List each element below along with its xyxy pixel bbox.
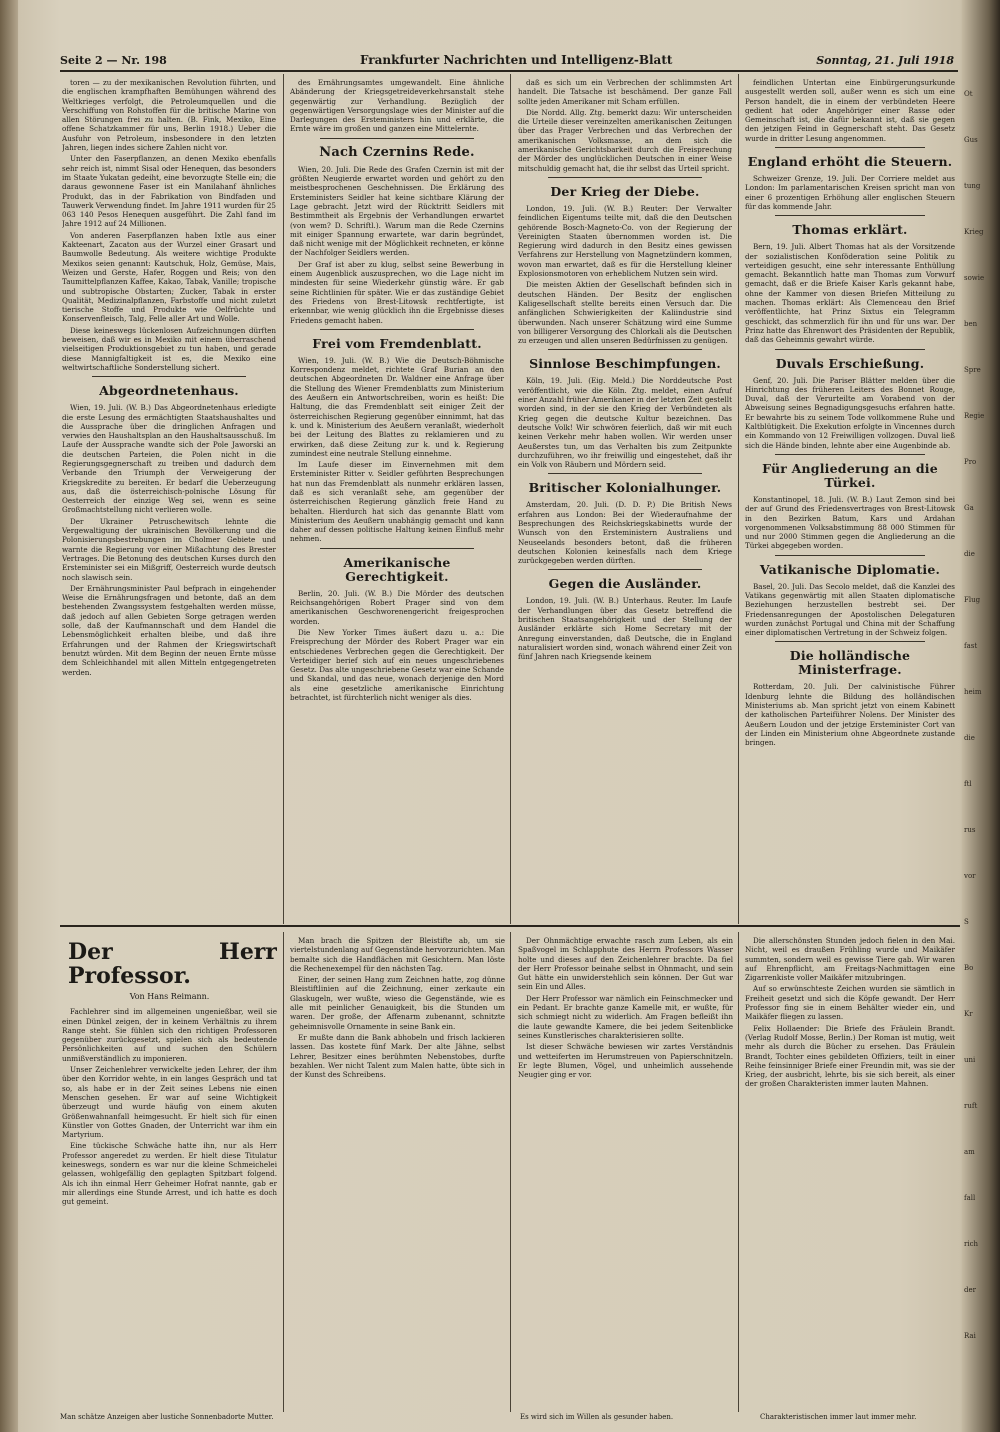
feuilleton-column-4	[745, 936, 955, 1416]
headline-sinnlose-beschimpfungen: Sinnlose Beschimpfungen.	[529, 356, 721, 372]
column-1	[62, 78, 276, 916]
article-text: feindlichen Untertan eine Einbürgerungsurkunde ausgestellt werden soll, außer wenn es sich um eine Person handelt, die in einem der verbündeten Heere gedient hat oder Angehöriger einer Rasse oder Gemeinschaft ist, die dafür bekannt ist, daß sie gegen den jetzigen Feind in Gegnerschaft steht. Das Gesetz wurde in dritter Lesung angenommen.	[745, 78, 955, 143]
footer-right: Charakteristischen immer laut immer mehr.	[760, 1413, 917, 1421]
edge-fragment: fast	[964, 642, 978, 650]
article-text: Eine tückische Schwäche hatte ihn, nur als Herr Professor angeredet zu werden. Er hielt diese Titulatur keineswegs, sondern es war nur die kleine Schmeichelei gelassen, wohlgefällig den geplagten Spitzbart folgend. Als ich ihn einmal Herr Geheimer Hofrat nannte, gab er mir allerdings eine Stunde Arrest, und ich hatte es doch gut gemeint.	[62, 1141, 277, 1207]
divider	[548, 349, 702, 350]
divider	[320, 138, 474, 139]
feuilleton-column-1	[62, 936, 277, 1416]
column-3	[518, 78, 732, 916]
edge-fragment: ruft	[964, 1102, 978, 1110]
article-text: Der Ohnmächtige erwachte rasch zum Leben, als ein Spaßvogel im Schlapphute des Herrn Professors Wasser holte und dieses auf den Zeichenlehrer brachte. Da fiel der Herr Professor beinahe selbst in Ohnmacht, und sein Gut hätte ein unwiderstehlich sein können. Der Gut war sein Ein und Alles.	[518, 936, 733, 992]
article-text: Diese keineswegs lückenlosen Aufzeichnungen dürften beweisen, daß wir es in Mexiko mit einem überraschend vielseitigen Produktionsgebiet zu tun haben, und gerade diese Mannigfaltigkeit ist es, die Mexiko eine weltwirtschaftliche Sonderstellung sichert.	[62, 325, 276, 372]
divider	[92, 376, 246, 377]
edge-fragment: ben	[964, 320, 978, 328]
edge-fragment: heim	[964, 688, 982, 696]
edge-fragment: die	[964, 550, 975, 558]
divider	[775, 641, 925, 642]
headline-angliederung-tuerkei: Für Angliederung an die Türkei.	[762, 460, 938, 490]
divider	[775, 454, 925, 455]
header-masthead: Frankfurter Nachrichten und Intelligenz-Blatt	[360, 53, 673, 67]
article-text: Unter den Faserpflanzen, an denen Mexiko ebenfalls sehr reich ist, nimmt Sisal oder Henequen, das besonders im Staate Yukatan gedeiht, eine bevorzugte Stelle ein; die daraus gewonnene Faser ist ein Manilahanf ähnliches Produkt, das in der Fabrikation von Bindfaden und Tauwerk Verwendung findet. Im Jahre 1911 wurden für 25 063 140 Pesos Henequen ausgeführt. Die Zahl fand im Jahre 1912 auf 24 Millionen.	[62, 154, 276, 229]
column-divider	[283, 932, 284, 1412]
edge-fragment: Bo	[964, 964, 974, 972]
edge-fragment: Spre	[964, 366, 981, 374]
divider	[548, 569, 702, 570]
article-text: London, 19. Juli. (W. B.) Reuter: Der Verwalter feindlichen Eigentums teilte mit, daß die den Deutschen gehörende Bosch-Magneto-Co. von der Regierung der Vereinigten Staaten übernommen worden ist. Die Regierung wird dadurch in den Besitz eines gewissen Verfahrens zur Herstellung von Magnetzündern kommen, wovon man erwartet, daß es für die Herstellung kleiner Explosionsmotoren von erheblichem Nutzen sein wird.	[518, 203, 732, 279]
edge-fragment: tung	[964, 182, 981, 190]
article-text: Die allerschönsten Stunden jedoch fielen in den Mai. Nicht, weil es draußen Frühling wurde und Maikäfer summten, sondern weil es gewisse Tiere gab. Wir waren auf Ehrenpflicht, am Freitags-Nachmittagen eine Zigarrenkiste voller Maikäfer mitzubringen.	[745, 936, 955, 983]
divider	[548, 473, 702, 474]
divider	[775, 147, 925, 148]
article-text: Einer, der seinen Hang zum Zeichnen hatte, zog dünne Bleistiftlinien auf die Zeichnung, einer zerkaute ein Glaskugeln, wer wußte, wieso die Gegenstände, wie es alle mit peinlicher Genauigkeit, bis die Stunden um waren. Der große, der Affenarm zubenannt, schnitzte geheimnisvolle Ornamente in seine Bank ein.	[290, 975, 505, 1031]
article-text: des Ernährungsamtes umgewandelt. Eine ähnliche Abänderung der Kriegsgetreideverkehrsanstalt stehe gegenwärtig zur Verhandlung. Bezüglich der gegenwärtigen Versorgungslage wies der Minister auf die Darlegungen des Ersteministers hin und erklärte, die Ernte wäre im großen und ganzen eine Mittelernte.	[290, 78, 504, 134]
headline-czernins-rede: Nach Czernins Rede.	[319, 144, 475, 160]
headline-gegen-die-auslaender: Gegen die Ausländer.	[548, 576, 702, 592]
article-text: London, 19. Juli. (W. B.) Unterhaus. Reuter. Im Laufe der Verhandlungen über das Gesetz betreffend die britischen Staatsangehörigkeit und der Stellung der Ausländer erklärte sich Home Secretary mit der Anregung einverstanden, daß Deutsche, die in England naturalisiert worden sind, wonach während einer Zeit von fünf Jahren nach Kriegsende keinem	[518, 596, 732, 662]
article-text: Der Graf ist aber zu klug, selbst seine Bewerbung in einem Augenblick auszusprechen, wo die Lage nicht im mindesten für seine Wiederkehr günstig wäre. Er gab seine Richtlinien für später. Wie er das zuständige Gebiet des Friedens von Brest-Litowsk rechtfertigte, ist erkennbar, wie wenig glücklich ihn die Ergebnisse dieses Friedens gemacht haben.	[290, 259, 504, 325]
column-2	[290, 78, 504, 916]
article-text: Genf, 20. Juli. Die Pariser Blätter melden über die Hinrichtung des früheren Leiters des Bonnet Rouge, Duval, daß der Verurteilte am Vorabend von der Abweisung seines Begnadigungsgesuchs erfahren hatte. Er bewahrte bis zu seinem Tode vollkommene Ruhe und Kaltblütigkeit. Die Exekution erfolgte in Vincennes durch ein Kommando von 12 Freiwilligen vollzogen. Duval ließ sich die Hände binden, lehnte aber eine Augenbinde ab.	[745, 375, 955, 450]
edge-fragment: der	[964, 1286, 976, 1294]
headline-krieg-der-diebe: Der Krieg der Diebe.	[550, 183, 700, 199]
headline-kolonialhunger: Britischer Kolonialhunger.	[528, 480, 722, 496]
footer-center: Es wird sich im Willen als gesunder haben.	[520, 1413, 674, 1421]
column-divider	[738, 74, 739, 924]
edge-fragment: Flug	[964, 596, 981, 604]
article-text: Man brach die Spitzen der Bleistifte ab, um sie viertelstundenlang auf Gegenstände hervorzurichten. Man bemalte sich die Handflächen mit Gesichtern. Man löste die Rechenexempel für den nächsten Tag.	[290, 936, 505, 973]
article-text: Der Herr Professor war nämlich ein Feinschmecker und ein Pedant. Er brachte ganze Kamelle mit, er wußte, für sich schmiegt nicht zu widerlich. Am Fragen befleißt ihn die laute gewandte Kamere, die bei jedem Seitenblicke seines Kunstlerisches charakterisieren sollte.	[518, 993, 733, 1040]
article-text: Amsterdam, 20. Juli. (D. D. P.) Die British News erfahren aus London: Bei der Wiederaufnahme der Besprechungen des Reichskriegskabinetts wurde der Wunsch von den Ersteministern Australiens und Neuseelands besonders betont, daß die früheren deutschen Kolonien keinesfalls nach dem Kriege zurückgegeben werden dürften.	[518, 500, 732, 566]
article-text: Die meisten Aktien der Gesellschaft befinden sich in deutschen Händen. Der Besitz der englischen Kaligesellschaft stellte bereits einen Versuch dar. Die anfänglichen Schwierigkeiten der Kaliindustrie sind überwunden. Nach unserer Schätzung wird eine Summe von billigerer Versorgung des Chlorkali als die Deutschen zu erzeugen und allen unseren Bedürfnissen zu genügen.	[518, 280, 732, 346]
edge-fragment: Gus	[964, 136, 978, 144]
feuilleton-rule	[60, 925, 960, 927]
article-text: Von anderen Faserpflanzen haben Ixtle aus einer Kakteenart, Zacaton aus der Wurzel einer Grasart und Baumwolle Bedeutung. Als weitere wichtige Produkte Mexikos seien genannt: Kautschuk, Holz, Gemüse, Mais, Weizen und Gerste, Hafer, Roggen und Reis; von den Taumittelpflanzen Kaffee, Kakao, Tabak, Vanille; tropische und subtropische Obstarten; Zucker, Tabak in erster Qualität, Medizinalpflanzen, Farbstoffe und nicht zuletzt tierische Stoffe und Produkte wie Oelfrüchte und Konservenfleisch, Talg, Felle aller Art und Wolle.	[62, 230, 276, 324]
divider	[320, 329, 474, 330]
feuilleton-author: Von Hans Reimann.	[129, 992, 210, 1001]
article-text: daß es sich um ein Verbrechen der schlimmsten Art handelt. Die Tatsache ist beschämend. Der ganze Fall sollte jeden Amerikaner mit Scham erfüllen.	[518, 78, 732, 106]
headline-thomas-erklaert: Thomas erklärt.	[792, 222, 908, 238]
column-divider	[510, 74, 511, 924]
next-page-edge	[962, 0, 1000, 1432]
edge-fragment: Pro	[964, 458, 977, 466]
edge-fragment: Ga	[964, 504, 974, 512]
footer-left: Man schätze Anzeigen aber lustiche Sonnenbadorte Mutter.	[60, 1413, 274, 1421]
article-text: Köln, 19. Juli. (Eig. Meld.) Die Norddeutsche Post veröffentlicht, wie die Köln. Ztg. meldet, einen Aufruf einer Anzahl früher Amerikaner in der letzten Zeit gestellt worden sind, in der sie den Krieg der Verbündeten als Krieg gegen die deutsche Kultur bezeichnen. Das deutsche Volk! Wir schwören feierlich, daß wir mit euch keinen Verkehr mehr haben wollen. Wir werden unser Aeußerstes tun, um das Verhalten bis zum Zeitpunkte durchzuführen, wo ihr freiwillig und eingestehet, daß ihr ein Volk von Räubern und Mördern seid.	[518, 376, 732, 470]
page-footer	[60, 1413, 960, 1423]
article-text: Schweizer Grenze, 19. Juli. Der Corriere meldet aus London: Im parlamentarischen Kreisen spricht man von einer 6 prozentigen Erhöhung aller englischen Steuern für das kommende Jahr.	[745, 174, 955, 211]
edge-fragment: Ot	[964, 90, 973, 98]
headline-duvals-erschiessung: Duvals Erschießung.	[775, 355, 925, 371]
divider	[320, 548, 474, 549]
article-text: Konstantinopel, 18. Juli. (W. B.) Laut Zemon sind bei der auf Grund des Friedensvertrages von Brest-Litowsk in den Bezirken Batum, Kars und Ardahan vorgenommenen Volksabstimmung 88 000 Stimmen für und nur 2000 Stimmen gegen die Angliederung an die Türkei abgegeben worden.	[745, 494, 955, 551]
column-divider	[510, 932, 511, 1412]
article-text: Die New Yorker Times äußert dazu u. a.: Die Freisprechung der Mörder des Robert Prager war ein entschiedenes Verbrechen gegen die Gerechtigkeit. Der Verteidiger berief sich auf ein neues ungeschriebenes Gesetz. Das alte ungeschriebene Gesetz war eine Schande und Skandal, und das neue, wonach derjenige den Mord als eine gesetzliche amerikanische Einrichtung betrachtet, ist fürchterlich nicht weniger als dies.	[290, 627, 504, 703]
headline-abgeordnetenhaus: Abgeordnetenhaus.	[99, 383, 239, 399]
edge-fragment: die	[964, 734, 975, 742]
article-text: Rotterdam, 20. Juli. Der calvinistische Führer Idenburg lehnte die Bildung des holländischen Ministeriums ab. Man spricht jetzt von einem Kabinett der katholischen Parteiführer Nolens. Der Minister des Aeußern Loudon und der jetzige Ersteminister Cort van der Linden ein Ministerium ohne Abgeordnete zustande bringen.	[745, 682, 955, 748]
headline-england-steuern: England erhöht die Steuern.	[747, 154, 953, 170]
divider	[775, 215, 925, 216]
feuilleton-column-3	[518, 936, 733, 1416]
article-text: Wien, 20. Juli. Die Rede des Grafen Czernin ist mit der größten Neugierde erwartet worden und gehört zu den meistbesprochenen Geschehnissen. Die Erklärung des Ersteministers Seidler hat keine sichtbare Klärung der Lage gebracht. Jetzt wird der Rücktritt Seidlers mit Bestimmtheit als Ergebnis der Verhandlungen erwartet (von wem? D. Schriftl.). Warum man die Rede Czernins mit einiger Spannung erwartete, war darin begründet, daß nicht wenige mit der Möglichkeit rechneten, er könne der Nachfolger Seidlers werden.	[290, 164, 504, 258]
edge-fragment: sowie	[964, 274, 985, 282]
divider	[548, 177, 702, 178]
feuilleton-column-2	[290, 936, 505, 1416]
column-divider	[738, 932, 739, 1412]
article-text: Unser Zeichenlehrer verwickelte jeden Lehrer, der ihm über den Korridor wehte, in ein langes Gespräch und tat so, als habe er in der Zeit seines Lebens nie einen Menschen gesehen. Er war auf seine Wichtigkeit überzeugt und wurde häufig von einem akuten Größenwahnanfall heimgesucht. Er hielt sich für einen Künstler von Gottes Gnaden, der Unterricht war ihm ein Martyrium.	[62, 1065, 277, 1140]
headline-amerikanische-gerechtigkeit: Amerikanische Gerechtigkeit.	[343, 554, 451, 584]
header-page-number: Seite 2 — Nr. 198	[60, 54, 167, 67]
article-text: Der Ukrainer Petruschewitsch lehnte die Vergewaltigung der ukrainischen Bevölkerung und die Polonisierungsbestrebungen im Cholmer Gebiete und warnte die Regierung vor einer Mißachtung des Brester Vertrages. Die Betonung des deutschen Kurses durch den Ersteminister sei ein Mißgriff, Oesterreich wurde deutsch noch slawisch sein.	[62, 516, 276, 582]
article-text: Berlin, 20. Juli. (W. B.) Die Mörder des deutschen Reichsangehörigen Robert Prager sind von dem amerikanischen Geschworenengericht freigesprochen worden.	[290, 588, 504, 626]
headline-fremdenblatt: Frei vom Fremdenblatt.	[312, 335, 482, 351]
edge-fragment: vor	[964, 872, 976, 880]
article-text: Felix Hollaender: Die Briefe des Fräulein Brandt. (Verlag Rudolf Mosse, Berlin.) Der Roman ist mutig, weit mehr als durch die Bücher zu ersehen. Das Fräulein Brandt, Tochter eines gebildeten Offiziers, teilt in einer Reihe feinsinniger Briefe einer Freundin mit, was sie der Krieg, der ausbricht, lehrte, bis sie sich bereit, als einer der großen Charakteristen immer lauten Mahnen.	[745, 1023, 955, 1089]
edge-fragment: S	[964, 918, 969, 926]
article-text: Ist dieser Schwäche bewiesen wir zartes Verständnis und wetteiferten im Herumstreuen von Papierschnitzeln. Er legte Blumen, Vögel, und unheimlich aussehende Neugier ging er vor.	[518, 1042, 733, 1080]
headline-vatikanische-diplomatie: Vatikanische Diplomatie.	[759, 561, 941, 577]
article-text: Bern, 19. Juli. Albert Thomas hat als der Vorsitzende der sozialistischen Konföderation seine Politik zu verteidigen gesucht, eine sehr interessante Enthüllung gemacht. Bekanntlich hatte man Thomas zum Vorwurf gemacht, daß er die Briefe Kaiser Karls gekannt habe, ohne der Kammer von diesen Briefen Mitteilung zu machen. Thomas erklärt: Als Clemenceau den Brief veröffentlichte, hat Prinz Sixtus ein Telegramm geschickt, das schmerzlich für ihn und für uns war. Der Prinz hatte das Ehrenwort des Präsidenten der Republik, daß das Geheimnis gewahrt würde.	[745, 242, 955, 345]
edge-fragment: uni	[964, 1056, 976, 1064]
article-text: Der Ernährungsminister Paul befprach in eingehender Weise die Ernährungsfragen und betonte, daß an dem bestehenden Zwangssystem festgehalten werden müsse, daß jedoch auf allen Gebieten Sorge getragen werden solle, daß der Kaufmannschaft und dem Handel die Lebensmöglichkeit erhalten bleibe, und daß ihre Erfahrungen und der Rahmen der Kriegswirtschaft benutzt würden. Mit dem Beginn der neuen Ernte müsse dem Schleichhandel mit allen Mitteln entgegengetreten werden.	[62, 583, 276, 677]
divider	[775, 555, 925, 556]
edge-fragment: Kr	[964, 1010, 973, 1018]
headline-hollaendische-ministerfrage: Die holländische Ministerfrage.	[789, 648, 911, 678]
edge-fragment: Krieg	[964, 228, 984, 236]
edge-fragment: Regie	[964, 412, 985, 420]
column-4	[745, 78, 955, 916]
feuilleton-title: Der Herr Professor.	[68, 939, 277, 989]
article-text: toren — zu der mexikanischen Revolution führten, und die englischen krampfhaften Bemühungen während des Weltkrieges verfolgt, die Petroleumquellen und die Verschiffung von Rohstoffen für die britische Marine von allen Störungen frei zu halten. (B. Fink, Mexiko, Eine offene Schatzkammer für uns, Berlin 1918.) Ueber die Ausfuhr von Petroleum, insbesondere in den letzten Jahren, liegen indes sichere Zahlen nicht vor.	[62, 78, 276, 153]
column-divider	[283, 74, 284, 924]
article-text: Fachlehrer sind im allgemeinen ungenießbar, weil sie einen Dünkel zeigen, der in keinem Verhältnis zu ihrem Range steht. Sie fühlen sich den richtigen Professoren gegenüber zurückgesetzt, spielen sich als bedeutende Persönlichkeiten auf und suchen den Schülern unmißverständlich zu imponieren.	[62, 1007, 277, 1063]
book-binding	[0, 0, 18, 1432]
article-text: Die Nordd. Allg. Ztg. bemerkt dazu: Wir unterscheiden die Urteile dieser vereinzelten amerikanischen Zeitungen über das Prager Verbrechen und das Verbrechen der amerikanischen Volksmasse, an dem sich die amerikanische Gerichtsbarkeit durch die Freisprechung der Mörder des unglücklichen Deutschen in einer Weise mitschuldig gemacht hat, die ihr selbst das Urteil spricht.	[518, 107, 732, 173]
article-text: Er mußte dann die Bank abhobeln und frisch lackieren lassen. Das kostete fünf Mark. Der alte Jähne, selbst Lehrer, Besitzer eines berühmten Nebenstobes, durfte bezahlen. Wer nicht Talent zum Malen hatte, übte sich in der Kunst des Schreibens.	[290, 1032, 505, 1080]
edge-fragment: Rai	[964, 1332, 976, 1340]
article-text: Wien, 19. Juli. (W. B.) Wie die Deutsch-Böhmische Korrespondenz meldet, richtete Graf Burian an den deutschen Abgeordneten Dr. Waldner eine Anfrage über die Stellung des Wiener Fremdenblatts zum Ministerium des Aeußern ein Antwortschreiben, worin es heißt: Die Haltung, die das Fremdenblatt seit einiger Zeit der österreichischen Regierung gegenüber einnimmt, hat das k. und k. Ministerium des Aeußern veranlaßt, wiederholt bei der Leitung des Blattes zu reklamieren und zu erwirken, daß diese Zeitung zur k. und k. Regierung zumindest eine neutrale Stellung einnehme.	[290, 355, 504, 458]
edge-fragment: am	[964, 1148, 975, 1156]
header-date: Sonntag, 21. Juli 1918	[816, 54, 954, 67]
divider	[775, 349, 925, 350]
edge-fragment: rus	[964, 826, 976, 834]
article-text: Wien, 19. Juli. (W. B.) Das Abgeordnetenhaus erledigte die erste Lesung des ermächtigten Staatshaushaltes und die Aussprache über die dringlichen Anfragen und verwies den Haushaltsplan an den Haushaltsausschuß. Im Laufe der Aussprache wandte sich der Pole Jaworski an die deutschen Parteien, die Polen nicht in die Regierungsgegnerschaft zu treiben und dadurch dem Verbande den Triumph der Verweigerung der Kriegskredite zu bereiten. Er bedarf die Ueberzeugung aus, daß die österreichisch-polnische Lösung für Oesterreich der einzige Weg sei, wenn es seine Großmachtstellung nicht verlieren wolle.	[62, 403, 276, 515]
edge-fragment: fall	[964, 1194, 976, 1202]
article-text: Auf so erwünschteste Zeichen wurden sie sämtlich in Freiheit gesetzt und sich die Köpfe gewandt. Der Herr Professor fing sie in einem Behälter wieder ein, und Maikäfer fliegen zu lassen.	[745, 984, 955, 1022]
article-text: Basel, 20. Juli. Das Secolo meldet, daß die Kanzlei des Vatikans gegenwärtig mit allen Staaten diplomatische Beziehungen herzustellen bestrebt sei. Der Friedensanregungen der Apostolischen Delegaturen wurden zunächst Portugal und China mit der Schaffung einer diplomatischen Vertretung in der Schweiz folgen.	[745, 581, 955, 638]
edge-fragment: rich	[964, 1240, 979, 1248]
article-text: Im Laufe dieser im Einvernehmen mit dem Ersteminister Ritter v. Seidler geführten Besprechungen hat nun das Fremdenblatt als nunmehr erklären lassen, daß es sich veranlaßt sehe, am gegenüber der österreichischen Regierung gänzlich freie Hand zu behalten. Hierdurch hat sich das genannte Blatt vom Ministerium des Aeußern unabhängig gemacht und kann daher auf dessen politische Haltung keinen Einfluß mehr nehmen.	[290, 460, 504, 544]
edge-fragment: ftl	[964, 780, 972, 788]
page-header	[60, 52, 958, 72]
